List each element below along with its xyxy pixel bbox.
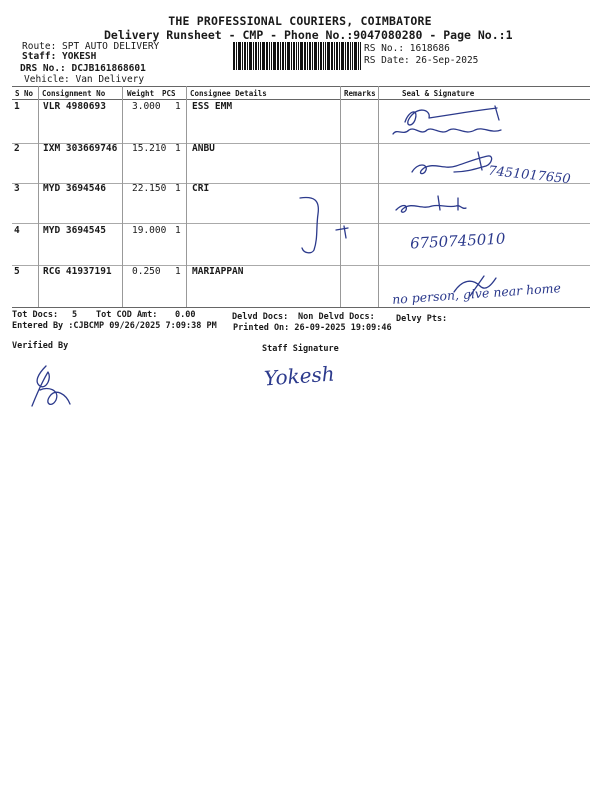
col-header-seal-signature: Seal & Signature bbox=[402, 89, 475, 98]
row5-handwritten-note: no person, give near home bbox=[391, 280, 562, 307]
col-header-consignment: Consignment No bbox=[42, 89, 106, 98]
col-header-weight: Weight bbox=[127, 89, 155, 98]
row-consignee: CRI bbox=[192, 183, 210, 194]
total-cod-value: 0.00 bbox=[175, 310, 196, 320]
vehicle-label: Vehicle: Van Delivery bbox=[24, 74, 145, 85]
column-divider bbox=[186, 86, 187, 307]
row2-handwritten-phone: 7451017650 bbox=[487, 163, 572, 188]
row1-signature bbox=[385, 100, 515, 142]
delivered-docs-label: Delvd Docs: bbox=[232, 312, 289, 322]
col-header-sno: S No bbox=[15, 89, 34, 98]
row-weight: 0.250 bbox=[132, 266, 161, 277]
entered-by: Entered By :CJBCMP 09/26/2025 7:09:38 PM bbox=[12, 321, 217, 331]
column-divider bbox=[378, 86, 379, 307]
row-sno: 4 bbox=[14, 225, 20, 236]
total-docs-value: 5 bbox=[72, 310, 78, 320]
drs-number: DRS No.: DCJB161868601 bbox=[20, 63, 146, 74]
row-sno: 5 bbox=[14, 266, 20, 277]
total-cod-label: Tot COD Amt: bbox=[96, 310, 158, 320]
column-divider bbox=[122, 86, 123, 307]
route-label: Route: SPT AUTO DELIVERY bbox=[22, 41, 160, 52]
row-weight: 15.210 bbox=[132, 143, 167, 154]
row-pcs: 1 bbox=[175, 183, 181, 194]
col-header-remarks: Remarks bbox=[344, 89, 376, 98]
row-consignee: ESS EMM bbox=[192, 101, 233, 112]
staff-label: Staff: YOKESH bbox=[22, 51, 97, 62]
barcode-icon bbox=[233, 42, 361, 70]
row-consignee: MARIAPPAN bbox=[192, 266, 244, 277]
row-consignment: MYD 3694545 bbox=[43, 225, 106, 236]
verified-by-label: Verified By bbox=[12, 341, 69, 351]
row3-mark bbox=[290, 190, 370, 260]
rs-number: RS No.: 1618686 bbox=[364, 43, 450, 54]
row4-handwritten-phone: 6750745010 bbox=[409, 229, 506, 253]
rs-date: RS Date: 26-Sep-2025 bbox=[364, 55, 479, 66]
row-sno: 1 bbox=[14, 101, 20, 112]
column-divider bbox=[38, 86, 39, 307]
delivery-points-label: Delvy Pts: bbox=[396, 314, 448, 324]
row-consignment: VLR 4980693 bbox=[43, 101, 106, 112]
verified-by-signature bbox=[26, 360, 76, 412]
col-header-consignee: Consignee Details bbox=[190, 89, 267, 98]
row-sno: 3 bbox=[14, 183, 20, 194]
staff-signature-label: Staff Signature bbox=[262, 344, 339, 354]
printed-on: Printed On: 26-09-2025 19:09:46 bbox=[233, 323, 392, 333]
table-bottom-rule bbox=[12, 307, 590, 308]
row-pcs: 1 bbox=[175, 225, 181, 236]
staff-signature: Yokesh bbox=[263, 361, 336, 391]
col-header-pcs: PCS bbox=[162, 89, 176, 98]
runsheet-subtitle: Delivery Runsheet - CMP - Phone No.:9047080280 - Page No.:1 bbox=[104, 28, 513, 42]
non-delivered-docs-label: Non Delvd Docs: bbox=[298, 312, 375, 322]
row-consignee: ANBU bbox=[192, 143, 215, 154]
row-pcs: 1 bbox=[175, 143, 181, 154]
row-consignment: IXM 303669746 bbox=[43, 143, 118, 154]
company-title: THE PROFESSIONAL COURIERS, COIMBATORE bbox=[168, 14, 432, 28]
row-consignment: MYD 3694546 bbox=[43, 183, 106, 194]
row-consignment: RCG 41937191 bbox=[43, 266, 112, 277]
row-weight: 22.150 bbox=[132, 183, 167, 194]
row3-signature bbox=[392, 192, 472, 218]
row5-strike-scribble bbox=[450, 272, 500, 302]
table-top-rule bbox=[12, 86, 590, 87]
row-pcs: 1 bbox=[175, 101, 181, 112]
total-docs-label: Tot Docs: bbox=[12, 310, 59, 320]
row-weight: 3.000 bbox=[132, 101, 161, 112]
row-sno: 2 bbox=[14, 143, 20, 154]
row-weight: 19.000 bbox=[132, 225, 167, 236]
row-pcs: 1 bbox=[175, 266, 181, 277]
